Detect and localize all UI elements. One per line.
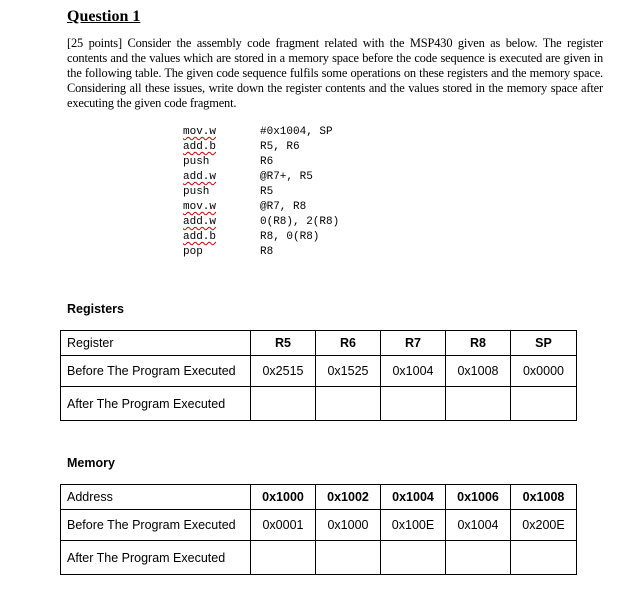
table-row	[61, 356, 577, 387]
code-args: R5	[260, 186, 274, 198]
row-label: After The Program Executed	[61, 541, 251, 575]
column-header: 0x1004	[381, 485, 446, 510]
table-cell: 0x1004	[446, 510, 511, 541]
table-cell: 0x100E	[381, 510, 446, 541]
code-args: R8, 0(R8)	[260, 231, 320, 243]
code-line	[183, 230, 339, 245]
memory-table	[60, 484, 577, 575]
column-header: 0x1006	[446, 485, 511, 510]
column-header: R8	[446, 331, 511, 356]
code-args: 0(R8), 2(R8)	[260, 216, 340, 228]
column-header: 0x1000	[251, 485, 316, 510]
answer-cell[interactable]	[511, 387, 577, 421]
row-label: Before The Program Executed	[61, 510, 251, 541]
memory-heading: Memory	[67, 456, 115, 470]
question-line: contents and the values which are stored in a memory space before the code sequence is executed are	[67, 51, 561, 65]
column-header: R6	[316, 331, 381, 356]
column-header: R5	[251, 331, 316, 356]
question-line: memory space. Considering all these issues, write down the register contents and the values stored in	[67, 66, 603, 95]
question-line: the memory space after executing the given code fragment.	[67, 81, 603, 110]
code-op: pop	[183, 246, 203, 258]
answer-cell[interactable]	[381, 387, 446, 421]
code-line	[183, 125, 339, 140]
code-args: R5, R6	[260, 141, 300, 153]
table-cell: 0x0001	[251, 510, 316, 541]
table-row	[61, 387, 577, 421]
answer-cell[interactable]	[381, 541, 446, 575]
table-cell: 0x1004	[381, 356, 446, 387]
column-header: R7	[381, 331, 446, 356]
question-text	[67, 36, 603, 111]
code-line	[183, 140, 339, 155]
code-op: push	[183, 156, 210, 168]
answer-cell[interactable]	[511, 541, 577, 575]
header-label: Address	[61, 485, 251, 510]
answer-cell[interactable]	[446, 541, 511, 575]
column-header: SP	[511, 331, 577, 356]
row-label: Before The Program Executed	[61, 356, 251, 387]
question-line: [25 points] Consider the assembly code fragment related with the MSP430 given as below. The register	[67, 36, 603, 50]
table-cell: 0x1525	[316, 356, 381, 387]
code-line	[183, 155, 339, 170]
assembly-code	[183, 125, 339, 260]
code-op: add.b	[183, 141, 217, 153]
code-line	[183, 245, 339, 260]
registers-heading: Registers	[67, 302, 124, 316]
answer-cell[interactable]	[316, 387, 381, 421]
code-args: #0x1004, SP	[260, 126, 333, 138]
code-line	[183, 200, 339, 215]
answer-cell[interactable]	[251, 541, 316, 575]
code-op: add.w	[183, 216, 217, 228]
code-args: R8	[260, 246, 274, 258]
code-line	[183, 215, 339, 230]
code-op: add.b	[183, 231, 217, 243]
header-label: Register	[61, 331, 251, 356]
table-row	[61, 331, 577, 356]
answer-cell[interactable]	[316, 541, 381, 575]
table-row	[61, 510, 577, 541]
registers-table	[60, 330, 577, 421]
table-cell: 0x1000	[316, 510, 381, 541]
question-title: Question 1	[67, 8, 141, 25]
row-label: After The Program Executed	[61, 387, 251, 421]
code-args: @R7, R8	[260, 201, 307, 213]
table-cell: 0x2515	[251, 356, 316, 387]
code-args: @R7+, R5	[260, 171, 313, 183]
code-op: push	[183, 186, 210, 198]
answer-cell[interactable]	[251, 387, 316, 421]
answer-cell[interactable]	[446, 387, 511, 421]
table-cell: 0x1008	[446, 356, 511, 387]
code-args: R6	[260, 156, 274, 168]
code-line	[183, 185, 339, 200]
table-row	[61, 485, 577, 510]
column-header: 0x1008	[511, 485, 577, 510]
code-line	[183, 170, 339, 185]
code-op: mov.w	[183, 201, 217, 213]
column-header: 0x1002	[316, 485, 381, 510]
question-line: given in the following table. The given code sequence fulfils some operations on these registers and the	[67, 51, 603, 80]
table-cell: 0x200E	[511, 510, 577, 541]
code-op: mov.w	[183, 126, 217, 138]
table-row	[61, 541, 577, 575]
code-op: add.w	[183, 171, 217, 183]
table-cell: 0x0000	[511, 356, 577, 387]
